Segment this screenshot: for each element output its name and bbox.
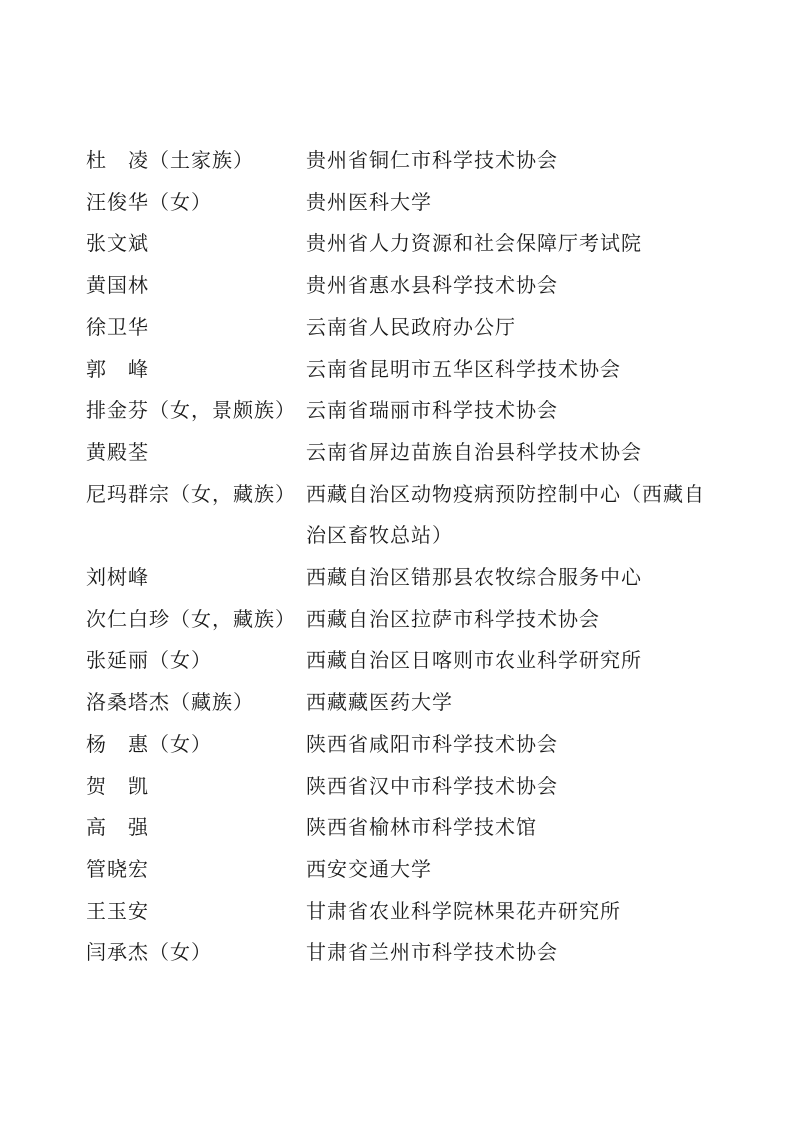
list-item — [86, 932, 706, 974]
person-name: 徐卫华 — [86, 314, 149, 339]
list-item — [86, 223, 706, 265]
list-item — [86, 474, 706, 557]
list-item — [86, 766, 706, 808]
list-item — [86, 849, 706, 891]
organization: 贵州医科大学 — [306, 189, 432, 214]
list-item — [86, 140, 706, 182]
person-name: 尼玛群宗（女，藏族） — [86, 481, 296, 506]
list-item — [86, 891, 706, 933]
list-item — [86, 640, 706, 682]
person-name: 杜 凌（土家族） — [86, 148, 254, 172]
organization: 西藏自治区错那县农牧综合服务中心 — [306, 565, 642, 590]
person-name: 贺 凯 — [86, 773, 149, 798]
list-item — [86, 265, 706, 307]
list-item — [86, 432, 706, 474]
person-name: 高 强 — [86, 815, 149, 840]
person-name: 管晓宏 — [86, 856, 149, 881]
person-name: 张文斌 — [86, 231, 149, 256]
organization: 陕西省咸阳市科学技术协会 — [306, 731, 558, 756]
person-name: 张延丽（女） — [86, 648, 212, 673]
organization: 贵州省铜仁市科学技术协会 — [306, 148, 558, 172]
organization: 云南省昆明市五华区科学技术协会 — [306, 356, 621, 381]
person-name: 杨 惠（女） — [86, 731, 212, 756]
honoree-list — [86, 140, 706, 974]
organization: 甘肃省农业科学院林果花卉研究所 — [306, 898, 621, 923]
list-item — [86, 557, 706, 599]
list-item — [86, 807, 706, 849]
list-item — [86, 390, 706, 432]
organization: 贵州省惠水县科学技术协会 — [306, 273, 558, 298]
person-name: 黄殿荃 — [86, 439, 149, 464]
organization: 陕西省汉中市科学技术协会 — [306, 773, 558, 798]
list-item — [86, 182, 706, 224]
person-name: 洛桑塔杰（藏族） — [86, 690, 254, 715]
list-item — [86, 724, 706, 766]
organization: 西藏自治区拉萨市科学技术协会 — [306, 606, 600, 631]
person-name: 王玉安 — [86, 898, 149, 923]
organization: 甘肃省兰州市科学技术协会 — [306, 940, 558, 965]
list-item — [86, 349, 706, 391]
person-name: 刘树峰 — [86, 565, 149, 590]
organization: 西藏自治区动物疫病预防控制中心（西藏自治区畜牧总站） — [306, 481, 705, 548]
organization: 云南省瑞丽市科学技术协会 — [306, 398, 558, 423]
list-item — [86, 682, 706, 724]
list-item — [86, 307, 706, 349]
person-name: 黄国林 — [86, 273, 149, 298]
person-name: 闫承杰（女） — [86, 940, 212, 965]
organization: 云南省人民政府办公厅 — [306, 314, 516, 339]
organization: 西藏自治区日喀则市农业科学研究所 — [306, 648, 642, 673]
organization: 贵州省人力资源和社会保障厅考试院 — [306, 231, 642, 256]
person-name: 排金芬（女，景颇族） — [86, 398, 296, 423]
person-name: 郭 峰 — [86, 356, 149, 381]
person-name: 次仁白珍（女，藏族） — [86, 606, 296, 631]
organization: 西藏藏医药大学 — [306, 690, 453, 715]
organization: 陕西省榆林市科学技术馆 — [306, 815, 537, 840]
person-name: 汪俊华（女） — [86, 189, 212, 214]
organization: 西安交通大学 — [306, 856, 432, 881]
organization: 云南省屏边苗族自治县科学技术协会 — [306, 439, 642, 464]
list-item — [86, 599, 706, 641]
